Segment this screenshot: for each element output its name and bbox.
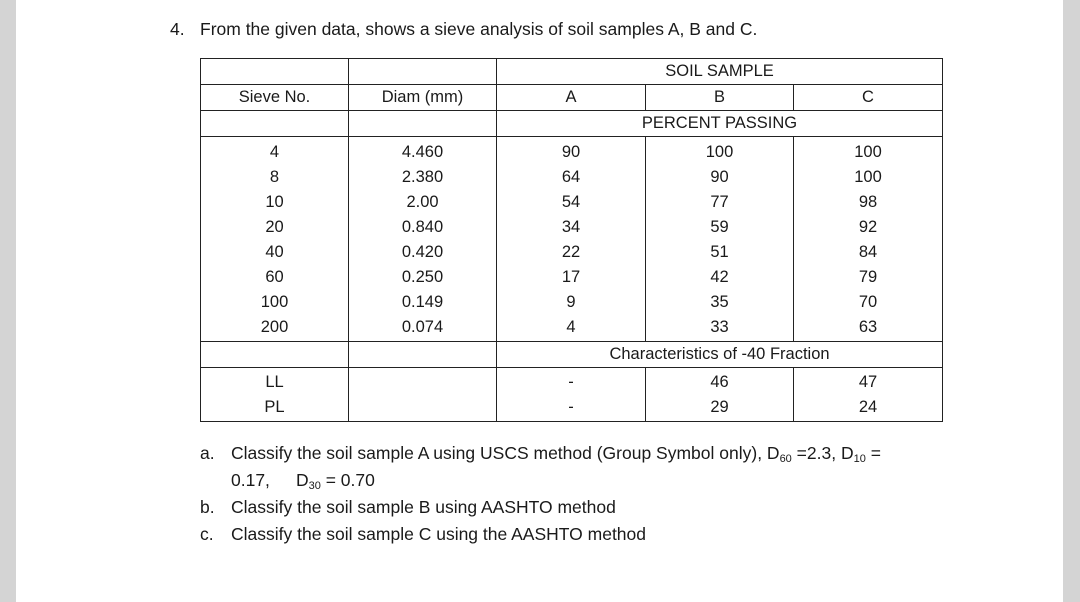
subquestion-a-continued [200, 468, 881, 495]
subquestion-a [200, 441, 881, 468]
table-cell: 77 [710, 193, 729, 211]
table-cell: 100 [854, 143, 882, 161]
subquestion-list [200, 441, 881, 549]
question-number: 4. [170, 19, 185, 39]
subscript: 10 [853, 453, 866, 465]
subquestion-label: b. [200, 497, 215, 517]
table-cell: 64 [561, 168, 581, 186]
table-cell: 0.074 [401, 318, 444, 336]
table-cell: 47 [858, 373, 878, 391]
table-cell: 0.420 [401, 243, 444, 261]
table-cell: 100 [705, 143, 734, 161]
table-cell: 4 [566, 318, 576, 336]
diam-column [349, 137, 497, 342]
subscript: 60 [779, 453, 792, 465]
table-header-row-percent [201, 111, 943, 137]
table-cell: - [568, 398, 574, 416]
table-cell: 33 [710, 318, 729, 336]
fraction-header-row [201, 342, 943, 368]
table-cell: 98 [858, 193, 878, 211]
subquestion-b [200, 495, 881, 522]
limits-diam-column [349, 368, 497, 422]
limits-b-column [646, 368, 794, 422]
table-cell: 2.00 [406, 193, 439, 211]
table-cell: 70 [858, 293, 878, 311]
table-cell: 9 [566, 293, 576, 311]
table-cell: 54 [561, 193, 581, 211]
table-cell: 29 [710, 398, 729, 416]
document-page [16, 0, 1063, 602]
col-header-a: A [497, 85, 646, 111]
subquestion-text: Classify the soil sample A using USCS method (Group Symbol only), D [231, 443, 780, 463]
table-cell: 0.149 [401, 293, 444, 311]
table-cell: 24 [858, 398, 878, 416]
table-cell: 2.380 [401, 168, 444, 186]
subquestion-text: 0.17, [231, 470, 270, 490]
table-cell: 79 [858, 268, 878, 286]
limits-c-column [794, 368, 943, 422]
col-header-diam: Diam (mm) [349, 85, 497, 111]
table-cell: 22 [561, 243, 581, 261]
table-cell: 42 [710, 268, 729, 286]
table-cell: 35 [710, 293, 729, 311]
subquestion-text: = 0.70 [320, 470, 375, 490]
table-header-row-sample [201, 59, 943, 85]
table-cell: PL [264, 398, 285, 416]
table-cell: 200 [260, 318, 289, 336]
question-heading [170, 19, 757, 40]
table-cell: 0.250 [401, 268, 444, 286]
subquestion-text: =2.3, D [791, 443, 854, 463]
col-header-c: C [794, 85, 943, 111]
table-cell: 8 [269, 168, 280, 186]
table-cell: 92 [858, 218, 878, 236]
table-cell: 60 [265, 268, 284, 286]
table-cell: 17 [561, 268, 581, 286]
table-cell: 40 [265, 243, 284, 261]
table-cell: 34 [561, 218, 581, 236]
table-data-row [201, 137, 943, 342]
table-cell: 59 [710, 218, 729, 236]
table-cell: 90 [710, 168, 729, 186]
table-cell: 0.840 [401, 218, 444, 236]
sieve-no-column [201, 137, 349, 342]
table-cell: 90 [561, 143, 581, 161]
subquestion-label: a. [200, 443, 215, 463]
sample-b-column [646, 137, 794, 342]
sieve-analysis-table [200, 58, 943, 422]
subquestion-text: Classify the soil sample C using the AASHTO method [231, 524, 647, 544]
table-header-row-columns [201, 85, 943, 111]
subquestion-text: = [865, 443, 881, 463]
table-cell: - [568, 373, 574, 391]
sample-c-column [794, 137, 943, 342]
table-cell: 10 [265, 193, 284, 211]
col-header-sieve-no: Sieve No. [201, 85, 349, 111]
table-cell: 4.460 [401, 143, 444, 161]
table-cell: 51 [710, 243, 729, 261]
subscript: 30 [308, 480, 321, 492]
table-cell: 46 [710, 373, 729, 391]
sample-a-column [497, 137, 646, 342]
question-text: From the given data, shows a sieve analysis of soil samples A, B and C. [200, 19, 758, 39]
subquestion-text: D [295, 470, 309, 490]
table-cell: 20 [265, 218, 284, 236]
subquestion-c [200, 522, 881, 549]
table-cell: 63 [858, 318, 878, 336]
table-cell: 84 [858, 243, 878, 261]
fraction-header: Characteristics of -40 Fraction [497, 342, 943, 368]
table-cell: 4 [269, 143, 280, 161]
limits-a-column [497, 368, 646, 422]
limits-label-column [201, 368, 349, 422]
soil-sample-header: SOIL SAMPLE [497, 59, 943, 85]
subquestion-text: Classify the soil sample B using AASHTO method [231, 497, 616, 517]
limits-row [201, 368, 943, 422]
col-header-b: B [646, 85, 794, 111]
table-cell: 100 [260, 293, 289, 311]
table-cell: LL [265, 373, 284, 391]
table-cell: 100 [854, 168, 882, 186]
subquestion-label: c. [200, 524, 214, 544]
percent-passing-header: PERCENT PASSING [497, 111, 943, 137]
